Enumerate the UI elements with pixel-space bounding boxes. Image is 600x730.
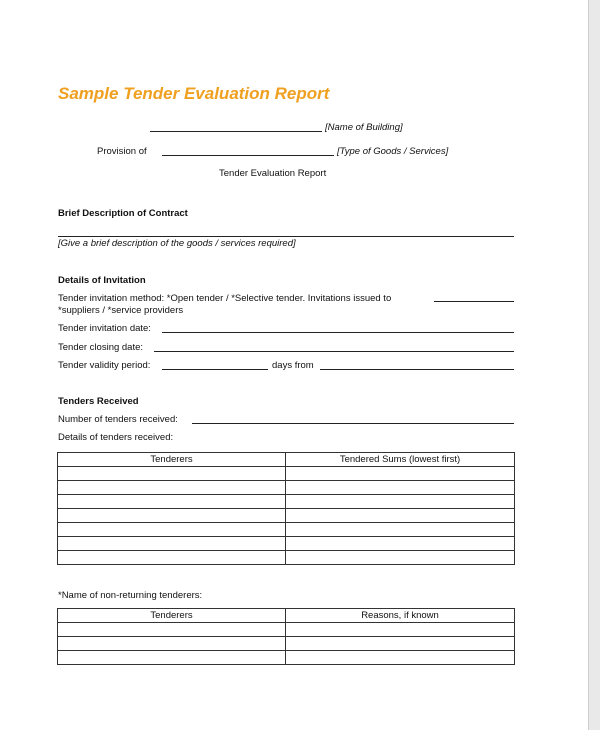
table-cell[interactable]	[286, 467, 515, 481]
table-cell[interactable]	[58, 509, 286, 523]
table-cell[interactable]	[58, 495, 286, 509]
table-cell[interactable]	[286, 651, 515, 665]
report-subtitle: Tender Evaluation Report	[219, 168, 327, 179]
days-from-line	[320, 369, 514, 370]
table-cell[interactable]	[58, 637, 286, 651]
non-returning-label: *Name of non-returning tenderers:	[58, 590, 203, 601]
provision-line	[162, 155, 334, 156]
brief-heading: Brief Description of Contract	[58, 208, 188, 219]
validity-line	[162, 369, 268, 370]
invitation-method-text-2: *suppliers / *service providers	[58, 305, 184, 316]
table-cell[interactable]	[286, 537, 515, 551]
building-placeholder: [Name of Building]	[325, 122, 403, 133]
received-number-line	[192, 423, 514, 424]
received-number-label: Number of tenders received:	[58, 414, 178, 425]
brief-line	[58, 236, 514, 237]
invitation-date-label: Tender invitation date:	[58, 323, 151, 334]
table-row	[58, 481, 515, 495]
table-cell[interactable]	[286, 481, 515, 495]
building-name-line	[150, 131, 322, 132]
table-row	[58, 537, 515, 551]
days-from-label: days from	[272, 360, 314, 371]
table-cell[interactable]	[286, 495, 515, 509]
document-title: Sample Tender Evaluation Report	[58, 84, 330, 103]
table-cell[interactable]	[58, 651, 286, 665]
table-cell[interactable]	[286, 637, 515, 651]
table-cell[interactable]	[286, 523, 515, 537]
table-cell[interactable]	[58, 551, 286, 565]
non-returning-table	[57, 608, 515, 665]
table-header-row	[58, 453, 515, 467]
closing-date-label: Tender closing date:	[58, 342, 144, 353]
invitation-method-text: Tender invitation method: *Open tender / *Selective tender. Invitations issued to	[58, 293, 392, 304]
table-row	[58, 495, 515, 509]
invitation-issued-line	[434, 301, 514, 302]
table-row	[58, 637, 515, 651]
column-header-tendered-sums: Tendered Sums (lowest first)	[286, 453, 515, 467]
table-header-row	[58, 609, 515, 623]
brief-placeholder: [Give a brief description of the goods / services required]	[58, 238, 296, 249]
goods-placeholder: [Type of Goods / Services]	[337, 146, 449, 157]
validity-label: Tender validity period:	[58, 360, 151, 371]
closing-date-line	[154, 351, 514, 352]
table-cell[interactable]	[58, 623, 286, 637]
table-cell[interactable]	[58, 467, 286, 481]
table-row	[58, 551, 515, 565]
table-row	[58, 467, 515, 481]
received-details-label: Details of tenders received:	[58, 432, 174, 443]
column-header-reasons: Reasons, if known	[286, 609, 515, 623]
received-heading: Tenders Received	[58, 396, 139, 407]
invitation-date-line	[162, 332, 514, 333]
column-header-tenderers: Tenderers	[58, 453, 286, 467]
invitation-heading: Details of Invitation	[58, 275, 146, 286]
table-row	[58, 651, 515, 665]
table-cell[interactable]	[286, 509, 515, 523]
column-header-tenderers: Tenderers	[58, 609, 286, 623]
tenders-received-table	[57, 452, 515, 565]
table-row	[58, 523, 515, 537]
table-cell[interactable]	[286, 623, 515, 637]
provision-label: Provision of	[97, 146, 147, 157]
table-cell[interactable]	[58, 537, 286, 551]
table-cell[interactable]	[58, 523, 286, 537]
table-row	[58, 623, 515, 637]
table-cell[interactable]	[286, 551, 515, 565]
table-cell[interactable]	[58, 481, 286, 495]
table-row	[58, 509, 515, 523]
